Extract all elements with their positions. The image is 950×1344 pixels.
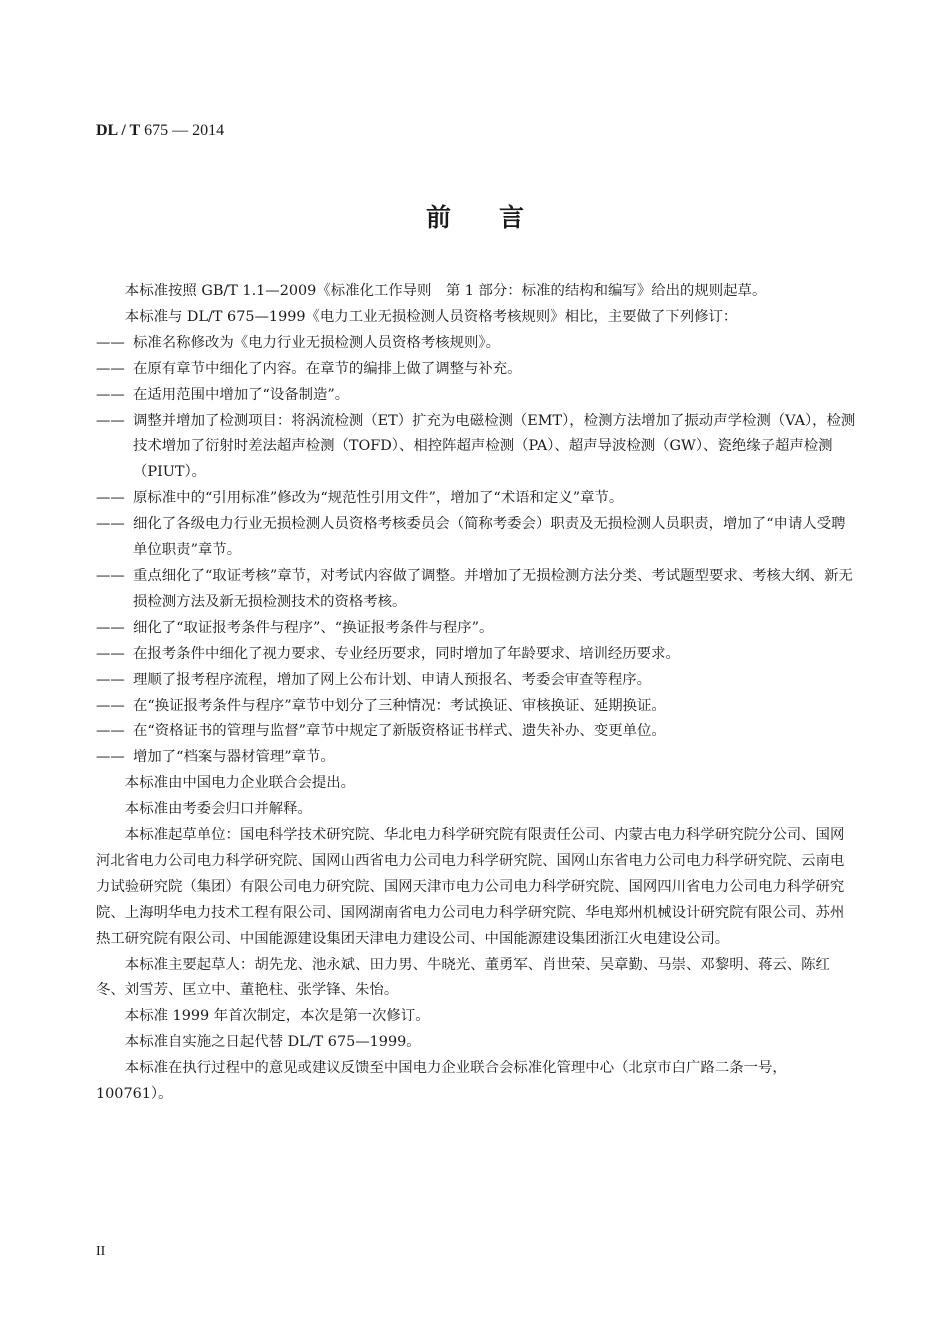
revision-text: 细化了各级电力行业无损检测人员资格考核委员会（简称考委会）职责及无损检测人员职责，增加了“申请人受聘单位职责”章节。: [133, 516, 846, 559]
drafters-paragraph: 本标准主要起草人：胡先龙、池永斌、田力男、牛晓光、董勇军、肖世荣、吴章勤、马崇、邓黎明、蒋云、陈红冬、刘雪芳、匡立中、董艳柱、张学锋、朱怡。: [96, 956, 830, 999]
revision-item: [96, 383, 858, 409]
revision-item: [96, 668, 858, 694]
list-dash: ——: [96, 645, 125, 662]
list-dash: ——: [96, 360, 125, 377]
revision-item: [96, 745, 858, 771]
revision-item: [96, 719, 858, 745]
document-code: [96, 122, 224, 140]
revision-text: 在报考条件中细化了视力要求、专业经历要求，同时增加了年龄要求、培训经历要求。: [133, 645, 680, 662]
list-dash: ——: [96, 697, 125, 714]
proposer-paragraph: 本标准由中国电力企业联合会提出。: [124, 775, 356, 792]
revision-text: 在“换证报考条件与程序”章节中划分了三种情况：考试换证、审核换证、延期换证。: [133, 697, 666, 714]
page-title: 前言: [425, 203, 572, 232]
page-number: II: [96, 1244, 106, 1259]
revision-text: 在适用范围中增加了“设备制造”。: [133, 386, 350, 403]
revision-item: [96, 694, 858, 720]
list-dash: ——: [96, 334, 125, 351]
revision-item: [96, 409, 858, 487]
revision-text: 理顺了报考程序流程，增加了网上公布计划、申请人预报名、考委会审查等程序。: [133, 671, 652, 688]
revision-item: [96, 616, 858, 642]
replacement-paragraph: 本标准自实施之日起代替 DL/T 675—1999。: [124, 1034, 421, 1051]
intro-paragraph: 本标准按照 GB/T 1.1—2009《标准化工作导则 第 1 部分：标准的结构和编写》给出的规则起草。: [124, 283, 767, 299]
revision-item: [96, 486, 858, 512]
feedback-paragraph: 本标准在执行过程中的意见或建议反馈至中国电力企业联合会标准化管理中心（北京市白广路二条一号，100761）。: [96, 1060, 787, 1103]
intro-paragraph: 本标准与 DL/T 675—1999《电力工业无损检测人员资格考核规则》相比，主要做了下列修订：: [124, 308, 738, 325]
list-dash: ——: [96, 386, 125, 403]
list-dash: ——: [96, 516, 125, 533]
revision-item: [96, 357, 858, 383]
document-code-prefix: DL / T: [96, 122, 141, 139]
list-dash: ——: [96, 723, 125, 740]
list-dash: ——: [96, 412, 125, 429]
list-dash: ——: [96, 490, 125, 507]
revision-text: 标准名称修改为《电力行业无损检测人员资格考核规则》。: [133, 334, 500, 351]
list-dash: ——: [96, 567, 125, 584]
revision-text: 增加了“档案与器材管理”章节。: [133, 749, 335, 766]
revision-item: [96, 642, 858, 668]
foreword-body: [96, 279, 858, 1108]
list-dash: ——: [96, 749, 125, 766]
revision-item: [96, 331, 858, 357]
revision-text: 在原有章节中细化了内容。在章节的编排上做了调整与补充。: [133, 360, 522, 377]
interpretation-paragraph: 本标准由考委会归口并解释。: [124, 801, 312, 818]
revision-item: [96, 512, 858, 564]
list-dash: ——: [96, 619, 125, 636]
document-code-number: 675 — 2014: [140, 122, 225, 139]
drafting-units-paragraph: 本标准起草单位：国电科学技术研究院、华北电力科学研究院有限责任公司、内蒙古电力科学研究院分公司、国网河北省电力公司电力科学研究院、国网山西省电力公司电力科学研究院、国网山东省电力公司电力科学研究院、云南电力试验研究院（集团）有限公司电力研究院、国网天津市电力公司电力科学研究院、国网四川省电力公司电力科学研究院、上海明华电力技术工程有限公司、国网湖南省电力公司电力科学研究院、华电郑州机械设计研究院有限公司、苏州热工研究院有限公司、中国能源建设集团天津电力建设公司、中国能源建设集团浙江火电建设公司。: [96, 827, 845, 947]
revision-text: 重点细化了“取证考核”章节，对考试内容做了调整。并增加了无损检测方法分类、考试题型要求、考核大纲、新无损检测方法及新无损检测技术的资格考核。: [133, 567, 853, 610]
history-paragraph: 本标准 1999 年首次制定，本次是第一次修订。: [124, 1008, 430, 1025]
revision-text: 原标准中的“引用标准”修改为“规范性引用文件”，增加了“术语和定义”章节。: [133, 490, 624, 507]
revision-item: [96, 564, 858, 616]
list-dash: ——: [96, 671, 125, 688]
revision-text: 在“资格证书的管理与监督”章节中规定了新版资格证书样式、遗失补办、变更单位。: [133, 723, 666, 740]
revision-text: 细化了“取证报考条件与程序”、“换证报考条件与程序”。: [133, 619, 494, 636]
revision-text: 调整并增加了检测项目：将涡流检测（ET）扩充为电磁检测（EMT），检测方法增加了振动声学检测（VA），检测技术增加了衍射时差法超声检测（TOFD）、相控阵超声检测（PA）、超声导波检测（GW）、瓷绝缘子超声检测（PIUT）。: [133, 412, 856, 481]
